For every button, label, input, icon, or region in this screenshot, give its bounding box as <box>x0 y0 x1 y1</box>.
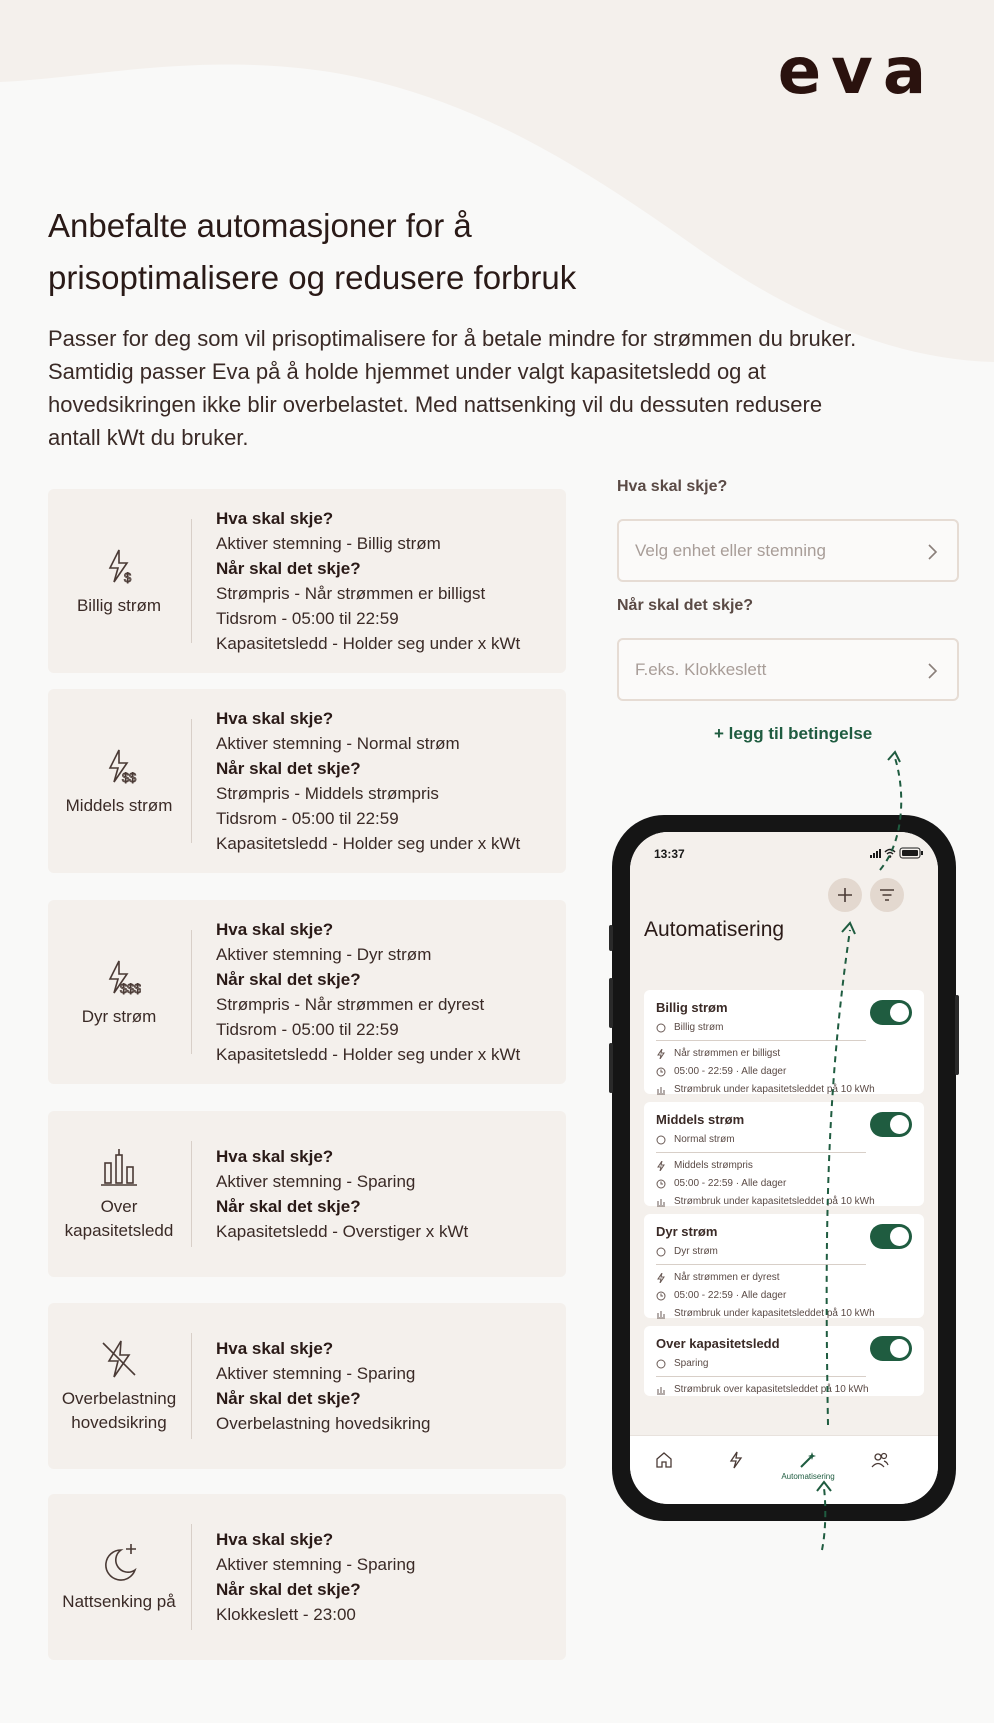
app-title: Automatisering <box>644 918 785 941</box>
card-line: Kapasitetsledd - Holder seg under x kWt <box>216 834 521 853</box>
card-line: Strømpris - Når strømmen er dyrest <box>216 995 485 1014</box>
row-text: Strømbruk under kapasitetsleddet på 10 kWh <box>674 1084 875 1095</box>
card-body <box>216 1303 556 1469</box>
phone-item-title: Dyr strøm <box>656 1224 718 1239</box>
card-line: Tidsrom - 05:00 til 22:59 <box>216 1020 399 1039</box>
row-text: Når strømmen er billigst <box>674 1048 781 1059</box>
phone-item-row <box>656 1272 780 1283</box>
card-icon-column <box>48 1303 190 1469</box>
card-icon-column <box>48 689 190 873</box>
phone-item-scene <box>656 1134 735 1145</box>
phone-screen <box>630 832 938 1504</box>
card-line: Kapasitetsledd - Overstiger x kWt <box>216 1222 469 1241</box>
scene-icon <box>656 1135 666 1145</box>
clock-icon <box>656 1179 666 1189</box>
phone-item-billig-strom[interactable] <box>644 990 924 1094</box>
svg-text:$: $ <box>129 770 137 785</box>
card-label: Over kapasitetsledd <box>64 1197 174 1240</box>
row-text: 05:00 - 22:59 · Alle dager <box>674 1178 787 1189</box>
automation-list <box>630 976 938 1435</box>
lightning-off-icon <box>97 1337 141 1381</box>
card-label: Billig strøm <box>76 596 162 615</box>
row-text: Når strømmen er dyrest <box>674 1272 780 1283</box>
automation-card-nattsenking[interactable] <box>48 1494 566 1660</box>
card-icon-column <box>48 1494 190 1660</box>
item-separator <box>656 1040 866 1041</box>
automation-card-over-kapasitetsledd[interactable] <box>48 1111 566 1277</box>
card-body <box>216 900 556 1084</box>
scene-icon <box>656 1359 666 1369</box>
card-line: Når skal det skje? <box>216 559 361 578</box>
when-input[interactable] <box>617 638 959 701</box>
card-line: Hva skal skje? <box>216 509 334 528</box>
phone-item-row <box>656 1084 875 1095</box>
card-label: Nattsenking på <box>62 1592 176 1611</box>
phone-item-row <box>656 1066 786 1077</box>
phone-item-scene <box>656 1022 723 1033</box>
what-placeholder: Velg enhet eller stemning <box>635 540 826 560</box>
bar-chart-icon <box>656 1309 666 1319</box>
phone-item-over-kapasitetsledd[interactable] <box>644 1326 924 1396</box>
what-input[interactable] <box>617 519 959 582</box>
page-title: Anbefalte automasjoner for å prisoptimalisere og redusere forbruk <box>48 207 577 296</box>
people-icon <box>870 1450 890 1470</box>
lightning-dollar-icon <box>97 544 141 588</box>
phone-item-title: Middels strøm <box>656 1112 745 1127</box>
card-icon-column <box>48 489 190 673</box>
item-separator <box>656 1152 866 1153</box>
svg-text:$: $ <box>127 981 135 996</box>
phone-item-title: Over kapasitetsledd <box>656 1336 780 1351</box>
card-body <box>216 1494 556 1660</box>
card-divider <box>191 719 192 843</box>
status-icons <box>870 846 924 860</box>
card-line: Kapasitetsledd - Holder seg under x kWt <box>216 634 521 653</box>
card-line: Hva skal skje? <box>216 1147 334 1166</box>
phone-item-row <box>656 1196 875 1207</box>
when-label: Når skal det skje? <box>617 597 754 614</box>
automation-card-overbelastning[interactable] <box>48 1303 566 1469</box>
card-divider <box>191 1524 192 1630</box>
card-line: Tidsrom - 05:00 til 22:59 <box>216 809 399 828</box>
card-line: Strømpris - Når strømmen er billigst <box>216 584 486 603</box>
card-line: Strømpris - Middels strømpris <box>216 784 439 803</box>
tab-home[interactable] <box>644 1450 684 1470</box>
card-body <box>216 689 556 873</box>
chevron-right-icon <box>923 660 941 682</box>
card-line: Hva skal skje? <box>216 1530 334 1549</box>
bar-chart-icon <box>97 1145 141 1189</box>
bar-chart-icon <box>656 1197 666 1207</box>
lightning-icon <box>656 1273 666 1283</box>
phone-item-row <box>656 1048 780 1059</box>
card-line: Når skal det skje? <box>216 1389 361 1408</box>
lightning-icon <box>656 1161 666 1171</box>
bar-chart-icon <box>656 1085 666 1095</box>
card-line: Hva skal skje? <box>216 920 334 939</box>
phone-mockup <box>612 815 956 1521</box>
phone-item-scene <box>656 1246 718 1257</box>
card-line: Overbelastning hovedsikring <box>216 1414 431 1433</box>
card-line: Aktiver stemning - Sparing <box>216 1555 416 1574</box>
tab-automatisering[interactable] <box>781 1450 835 1481</box>
card-label: Dyr strøm <box>81 1007 157 1026</box>
add-condition-link[interactable]: + legg til betingelse <box>714 724 873 743</box>
clock-icon <box>656 1291 666 1301</box>
tab-bar <box>630 1435 938 1504</box>
tab-people[interactable] <box>860 1450 900 1470</box>
card-body <box>216 1111 556 1277</box>
scene-text: Sparing <box>674 1358 709 1369</box>
card-line: Aktiver stemning - Sparing <box>216 1364 416 1383</box>
phone-item-row <box>656 1290 786 1301</box>
phone-item-row <box>656 1160 753 1171</box>
card-line: Kapasitetsledd - Holder seg under x kWt <box>216 1045 521 1064</box>
phone-item-title: Billig strøm <box>656 1000 728 1015</box>
card-line: Når skal det skje? <box>216 1580 361 1599</box>
card-label: Overbelastning hovedsikring <box>61 1389 177 1432</box>
when-placeholder: F.eks. Klokkeslett <box>635 659 767 679</box>
scene-icon <box>656 1247 666 1257</box>
phone-item-scene <box>656 1358 708 1369</box>
phone-item-row <box>656 1308 875 1319</box>
tab-energy[interactable] <box>716 1450 756 1470</box>
phone-item-row <box>656 1178 786 1189</box>
card-line: Hva skal skje? <box>216 709 334 728</box>
phone-item-middels-strom[interactable] <box>644 1102 924 1206</box>
phone-item-dyr-strom[interactable] <box>644 1214 924 1318</box>
automation-card-middels-strom[interactable] <box>48 689 566 873</box>
lightning-double-dollar-icon <box>97 744 141 788</box>
automation-card-billig-strom[interactable] <box>48 489 566 673</box>
status-time: 13:37 <box>654 847 685 861</box>
svg-text:$: $ <box>124 570 132 585</box>
card-line: Aktiver stemning - Sparing <box>216 1172 416 1191</box>
scene-text: Dyr strøm <box>674 1246 718 1257</box>
filter-button[interactable] <box>870 878 904 912</box>
plus-icon <box>836 886 854 904</box>
toggle-switch[interactable] <box>870 1000 912 1025</box>
intro-text: Passer for deg som vil prisoptimalisere for å betale mindre for strømmen du bruker. Samtidig passer Eva på å holde hjemmet under valgt kapasitetsledd og at hovedsikringen ikke blir overbelastet. Med nattsenking vil du dessuten redusere antall kWt du bruker. <box>48 326 857 450</box>
bar-chart-icon <box>656 1385 666 1395</box>
card-line: Aktiver stemning - Dyr strøm <box>216 945 432 964</box>
toggle-switch[interactable] <box>870 1112 912 1137</box>
card-divider <box>191 930 192 1054</box>
card-line: Aktiver stemning - Billig strøm <box>216 534 441 553</box>
row-text: Strømbruk under kapasitetsleddet på 10 kWh <box>674 1308 875 1319</box>
row-text: 05:00 - 22:59 · Alle dager <box>674 1290 787 1301</box>
lightning-icon <box>656 1049 666 1059</box>
row-text: 05:00 - 22:59 · Alle dager <box>674 1066 787 1077</box>
eva-logo: eva <box>777 35 936 109</box>
row-text: Middels strømpris <box>674 1160 753 1171</box>
row-text: Strømbruk over kapasitetsleddet på 10 kWh <box>674 1384 869 1395</box>
card-line: Når skal det skje? <box>216 1197 361 1216</box>
card-line: Aktiver stemning - Normal strøm <box>216 734 460 753</box>
card-icon-column <box>48 1111 190 1277</box>
automation-card-dyr-strom[interactable] <box>48 900 566 1084</box>
svg-text:$: $ <box>120 981 128 996</box>
scene-icon <box>656 1023 666 1033</box>
lightning-triple-dollar-icon <box>97 955 141 999</box>
moon-plus-icon <box>97 1540 141 1584</box>
what-label: Hva skal skje? <box>617 478 728 495</box>
card-divider <box>191 519 192 643</box>
scene-text: Normal strøm <box>674 1134 735 1145</box>
home-icon <box>654 1450 674 1470</box>
card-line: Tidsrom - 05:00 til 22:59 <box>216 609 399 628</box>
scene-text: Billig strøm <box>674 1022 724 1033</box>
card-line: Hva skal skje? <box>216 1339 334 1358</box>
phone-item-row <box>656 1384 869 1395</box>
filter-icon <box>878 886 896 904</box>
svg-text:$: $ <box>134 981 141 996</box>
chevron-right-icon <box>923 541 941 563</box>
toggle-switch[interactable] <box>870 1336 912 1361</box>
card-body <box>216 489 556 673</box>
item-separator <box>656 1264 866 1265</box>
card-line: Når skal det skje? <box>216 970 361 989</box>
add-automation-button[interactable] <box>828 878 862 912</box>
toggle-switch[interactable] <box>870 1224 912 1249</box>
lightning-icon <box>726 1450 746 1470</box>
svg-text:$: $ <box>122 770 130 785</box>
card-line: Når skal det skje? <box>216 759 361 778</box>
magic-wand-icon <box>798 1450 818 1470</box>
card-divider <box>191 1333 192 1439</box>
row-text: Strømbruk under kapasitetsleddet på 10 kWh <box>674 1196 875 1207</box>
tab-label-automatisering: Automatisering <box>781 1472 835 1481</box>
clock-icon <box>656 1067 666 1077</box>
card-icon-column <box>48 900 190 1084</box>
card-label: Middels strøm <box>65 796 173 815</box>
item-separator <box>656 1376 866 1377</box>
card-divider <box>191 1141 192 1247</box>
card-line: Klokkeslett - 23:00 <box>216 1605 356 1624</box>
